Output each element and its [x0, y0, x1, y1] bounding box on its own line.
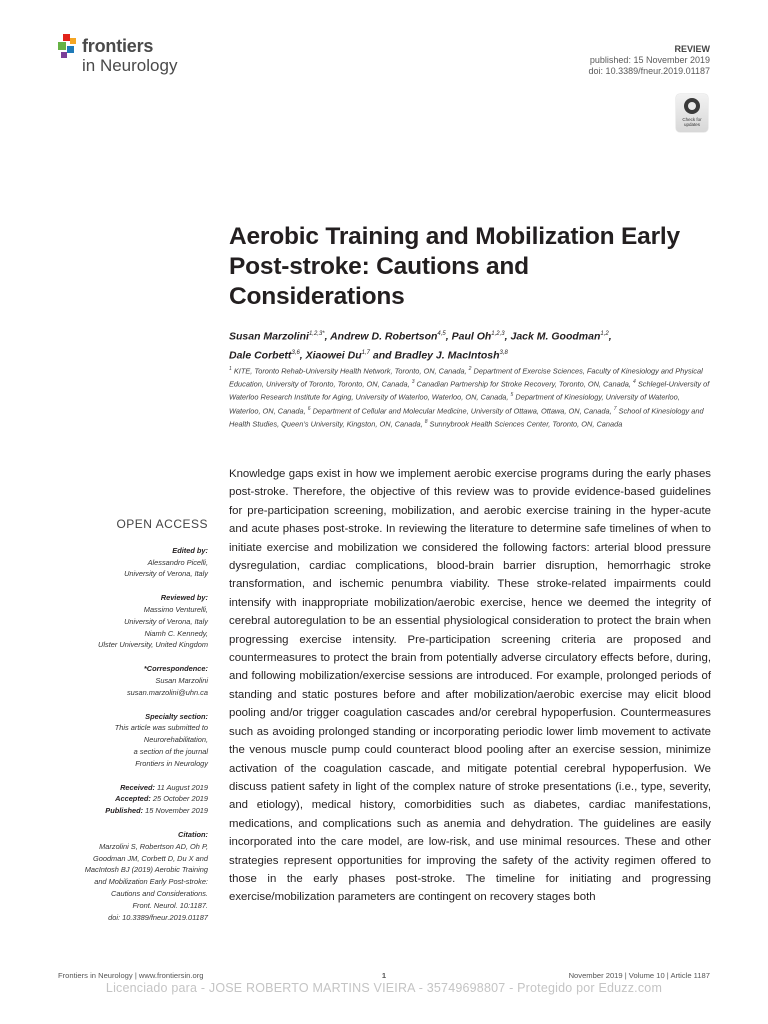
received-date: Received: 11 August 2019	[120, 782, 208, 792]
affiliation-text: Sunnybrook Health Sciences Center, Toronto, ON, Canada	[427, 419, 623, 429]
citation-line: Cautions and Considerations.	[111, 888, 208, 898]
abstract-text: Knowledge gaps exist in how we implement aerobic exercise programs during the early phases post-stroke. Therefore, the objective of this review was to provide evidence-based guidelines for pre-participation screening, mobilization, and aerobic exercise training in the hyper-acute and acute phases post-stroke. In reviewing the literature to determine safe timelines of when to initiate exercise and mobilization we considered the following factors: arterial blood pressure dysregulation, cardiac complications, blood-brain barrier disruption, hemorrhagic stroke transformation, and ischemic penumbra viability. These stroke-related impairments could intensify with inappropriate mobilization/aerobic exercise, hence we deemed the integrity of cerebral autoregulation to be an essential physiological consideration to protect the brain when progressing exercise intensity. Pre-participation screening criteria are proposed and countermeasures to protect the brain from potentially adverse circulatory effects before, during, and following mobilization/exercise sessions are introduced. For example, prolonged periods of standing and static postures before and after mobilization/aerobic exercise may elicit blood pooling and/or trigger coagulation cascades and/or cerebral hypoperfusion. Countermeasures such as avoiding prolonged standing or incorporating periodic lower limb movement to activate the venous muscle pump could counteract blood pooling after an exercise session, minimize activation of the coagulation cascade, and mitigate potential cerebral hypoperfusion. We discuss patient safety in light of the complex nature of stroke presentations (i.e., type, severity, and etiology), medical history, comorbidities such as diabetes, cardiac manifestations, medications, and complications such as anemia and dehydration. The guidelines are easily incorporated into the care model, are low-risk, and use minimal resources. These and other strategies represent opportunities for improving the safety of the activity regimen offered to those in the early phases post-stroke. The timeline for initiating and progressing exercise/mobilization parameters are contingent on recovery stages both	[229, 468, 711, 904]
license-watermark: Licenciado para - JOSE ROBERTO MARTINS VIEIRA - 35749698807 - Protegido por Eduzz.com	[105, 981, 663, 995]
article-sidebar	[40, 519, 208, 935]
citation-line: MacIntosh BJ (2019) Aerobic Training	[84, 865, 208, 875]
affiliation-text: Department of Exercise Sciences, Faculty of Kinesiology and Physical Education, University of Toronto, Toronto, ON, Canada,	[229, 366, 703, 389]
author-name[interactable]: Andrew D. Robertson	[330, 330, 438, 343]
citation-doi[interactable]: doi: 10.3389/fneur.2019.01187	[108, 912, 208, 922]
affiliation-number: 7	[613, 405, 617, 412]
author-affiliation-ref: 3,6	[291, 349, 300, 356]
affiliation-number: 2	[468, 366, 472, 372]
article-type: REVIEW	[674, 44, 710, 54]
author-separator: ,	[608, 330, 612, 343]
author-affiliation-ref: 3,8	[499, 349, 508, 356]
correspondence-name: Susan Marzolini	[155, 675, 208, 685]
reviewed-by-label: Reviewed by:	[160, 593, 208, 603]
author-name[interactable]: Xiaowei Du	[305, 349, 362, 361]
specialty-line: Frontiers in Neurology	[135, 758, 208, 768]
accepted-label: Accepted:	[115, 794, 151, 804]
affiliation-number: 4	[633, 379, 636, 386]
citation-line: and Mobilization Early Post-stroke:	[94, 877, 208, 887]
check-for-updates-button[interactable]	[676, 94, 708, 132]
brand-name: frontiers	[82, 36, 154, 56]
accepted-date: Accepted: 25 October 2019	[115, 794, 208, 804]
edited-by-section	[40, 545, 208, 580]
affiliation-number: 1	[229, 366, 232, 372]
affiliation-number: 3	[411, 379, 415, 386]
article-meta	[589, 44, 710, 77]
author-name[interactable]: Susan Marzolini	[229, 330, 309, 343]
correspondence-section	[40, 663, 208, 698]
reviewer-name: Niamh C. Kennedy,	[144, 628, 208, 638]
author-separator: ,	[504, 330, 511, 343]
reviewer-name: Massimo Venturelli,	[143, 604, 208, 614]
author-affiliation-ref: 1,2,3*	[308, 331, 325, 337]
editor-name: Alessandro Picelli,	[147, 557, 208, 567]
citation-line: Marzolini S, Robertson AD, Oh P,	[99, 841, 208, 851]
citation-section	[40, 829, 208, 923]
author-affiliation-ref: 4,5	[437, 331, 446, 337]
correspondence-email[interactable]: susan.marzolini@uhn.ca	[126, 687, 208, 697]
doi-link[interactable]: doi: 10.3389/fneur.2019.01187	[588, 66, 710, 76]
affiliations	[229, 364, 711, 430]
affiliation-text: School of Kinesiology and Health Studies, Queen’s University, Kingston, ON, Canada,	[229, 405, 704, 429]
author-name[interactable]: Dale Corbett	[229, 349, 292, 361]
author-separator: ,	[299, 349, 306, 361]
affiliation-text: Schlegel-University of Waterloo Research Institute for Aging, University of Waterloo, Waterloo, ON, Canada,	[229, 379, 710, 402]
edited-by-label: Edited by:	[172, 545, 208, 555]
dates-section	[40, 782, 208, 817]
affiliation-number: 5	[510, 392, 514, 399]
specialty-label: Specialty section:	[145, 711, 208, 721]
author-name[interactable]: Jack M. Goodman	[510, 330, 601, 343]
open-access-label: OPEN ACCESS	[116, 517, 208, 531]
citation-line: Front. Neurol. 10:1187.	[132, 900, 208, 910]
author-affiliation-ref: 1,7	[361, 349, 370, 356]
affiliation-number: 8	[424, 418, 428, 425]
reviewer-affiliation: Ulster University, United Kingdom	[98, 640, 208, 650]
author-separator: and	[369, 349, 395, 361]
author-list	[229, 326, 709, 363]
editor-affiliation: University of Verona, Italy	[124, 569, 208, 579]
frontiers-logo-icon	[56, 32, 82, 62]
footer-journal-link[interactable]: Frontiers in Neurology | www.frontiersin.org	[58, 971, 204, 980]
author-affiliation-ref: 1,2,3	[491, 331, 505, 337]
author-name[interactable]: Paul Oh	[451, 330, 492, 343]
reviewer-affiliation: University of Verona, Italy	[124, 616, 208, 626]
published-label: Published:	[105, 806, 144, 816]
page-number: 1	[381, 971, 387, 980]
affiliation-text: Department of Cellular and Molecular Medicine, University of Ottawa, Ottawa, ON, Canada,	[310, 405, 614, 415]
article-title: Aerobic Training and Mobilization Early Post-stroke: Cautions and Considerations	[229, 223, 680, 310]
author-separator: ,	[445, 330, 452, 343]
published-date: published: 15 November 2019	[589, 55, 710, 65]
specialty-line: Neurorehabilitation,	[143, 735, 208, 745]
affiliation-text: Department of Kinesiology, University of Waterloo, Waterloo, ON, Canada,	[229, 392, 680, 415]
affiliation-number: 6	[307, 405, 311, 412]
citation-label: Citation:	[178, 829, 208, 839]
correspondence-label: *Correspondence:	[143, 664, 208, 674]
specialty-line: This article was submitted to	[114, 723, 208, 733]
published-date-sidebar: Published: 15 November 2019	[105, 806, 208, 816]
specialty-line: a section of the journal	[133, 746, 208, 756]
reviewed-by-section	[40, 592, 208, 651]
check-updates-icon	[684, 98, 700, 114]
author-affiliation-ref: 1,2	[600, 331, 609, 337]
received-label: Received:	[120, 782, 155, 792]
check-updates-label: Check for updates	[682, 117, 702, 127]
journal-logo[interactable]	[56, 32, 196, 80]
citation-line: Goodman JM, Corbett D, Du X and	[92, 853, 208, 863]
journal-name: in Neurology	[82, 56, 178, 75]
author-separator: ,	[324, 330, 331, 343]
author-name[interactable]: Bradley J. MacIntosh	[394, 349, 500, 361]
footer-issue-info: November 2019 | Volume 10 | Article 1187	[568, 971, 710, 980]
affiliation-text: Canadian Partnership for Stroke Recovery, Toronto, ON, Canada,	[414, 379, 634, 389]
specialty-section	[40, 711, 208, 770]
affiliation-text: KITE, Toronto Rehab-University Health Network, Toronto, ON, Canada,	[231, 366, 469, 376]
